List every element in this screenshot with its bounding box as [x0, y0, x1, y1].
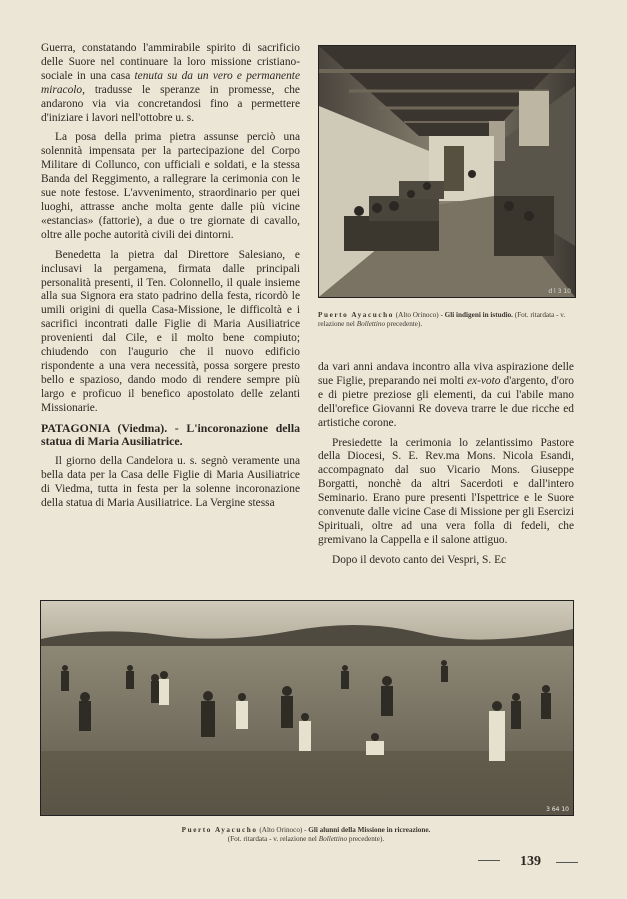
caption-bottom-photo: Puerto Ayacucho (Alto Orinoco) - Gli alunni della Missione in ricreazione. (Fot. ritardata - v. relazione nel Bollettino precedente).: [181, 826, 431, 843]
page-number-dash-right: [556, 862, 578, 863]
paragraph: da vari anni andava incontro alla viva aspirazione delle sue Figlie, preparando nei molti ex-voto d'argento, d'oro e di pietre preziose gli elementi, da cui l'abile mano dell'orefice Giovanni Re doveva trarre le due ricche ed artistiche corone.: [318, 361, 575, 429]
photo-bottom-illustration: [41, 601, 573, 815]
paragraph: Presiedette la cerimonia lo zelantissimo Pastore della Diocesi, S. E. Rev.ma Mons. Nicola Esandi, accompagnato dal suo Vicario Mons. Giuseppe Borgatti, nonchè da altri Sacerdoti e dall'intero Seminario. Erano pure presenti l'Ispettrice e le Suore convenute dalle vicine Case di Missione per gli Esercizi Spirituali, oltre ad una vera folla di fedeli, che gremivano la Cappella e il salone attiguo.: [318, 436, 574, 546]
right-text-column: [318, 361, 574, 574]
paragraph: Guerra, constatando l'ammirabile spirito di sacrificio delle Suore nel continuare la loro missione cristiano-sociale in una casa tenuta su da un vero e permanente miracolo, tradusse le speranze in promesse, che andarono via via concretandosi fino a permettere d'iniziare i lavori nell'ottobre u. s.: [41, 42, 300, 124]
caption-top-photo: Puerto Ayacucho (Alto Orinoco) - Gli indigeni in istudio. (Fot. ritardata - v. relazione nel Bollettino precedente).: [318, 311, 566, 328]
photo-mark: d l 3 10: [548, 288, 571, 295]
photo-mark: 3 64 10: [546, 806, 569, 813]
paragraph: Il giorno della Candelora u. s. segnò veramente una bella data per la Casa delle Figlie di Maria Ausiliatrice di Viedma, tutta in festa per la solenne incoronazione della statua di Maria Ausiliatrice. La Vergine stessa: [41, 455, 300, 510]
photo-top-illustration: [319, 46, 575, 297]
paragraph: La posa della prima pietra assunse perciò una solennità impensata per la partecipazione del Corpo Militare di Collunco, con ufficiali e soldati, e la stessa Banda del Reggimento, a rallegrare la cerimonia con le sue note festose. L'avvenimento, straordinario per quei luoghi, attrasse anche molta gente dalle più vicine «estancias» (fattorie), a due o tre giornate di cavallo, oltre alle poche autorità civili dei dintorni.: [41, 131, 300, 241]
photo-students-studying: [318, 45, 576, 298]
paragraph: Dopo il devoto canto dei Vespri, S. Ec: [332, 553, 507, 566]
section-heading: PATAGONIA (Viedma). - L'incoronazione della statua di Maria Ausiliatrice.: [41, 420, 300, 449]
left-text-column: [41, 42, 300, 517]
photo-students-recreation: [40, 600, 574, 816]
paragraph: Benedetta la pietra dal Direttore Salesiano, e inclusavi la pergamena, firmata dalle principali personalità presenti, il Ten. Colonnello, il quale insieme alla sua Signora era stato padrino della festa, ricordò le umili origini di quella Casa-Missione, le difficoltà e i sacrifici incontrati dalle Figlie di Maria Ausiliatrice provenienti dal Cile, e il molto bene compiuto; chiudendo con l'augurio che il nuovo edificio rispondente a una vera necessità, possa sorgere presto bello e spazioso, dando modo di rendere sempre più largo e proficuo il benefico apostolato delle zelanti Missionarie.: [41, 248, 300, 414]
page-number: 139: [520, 854, 541, 869]
page-number-dash-left: [478, 860, 500, 861]
